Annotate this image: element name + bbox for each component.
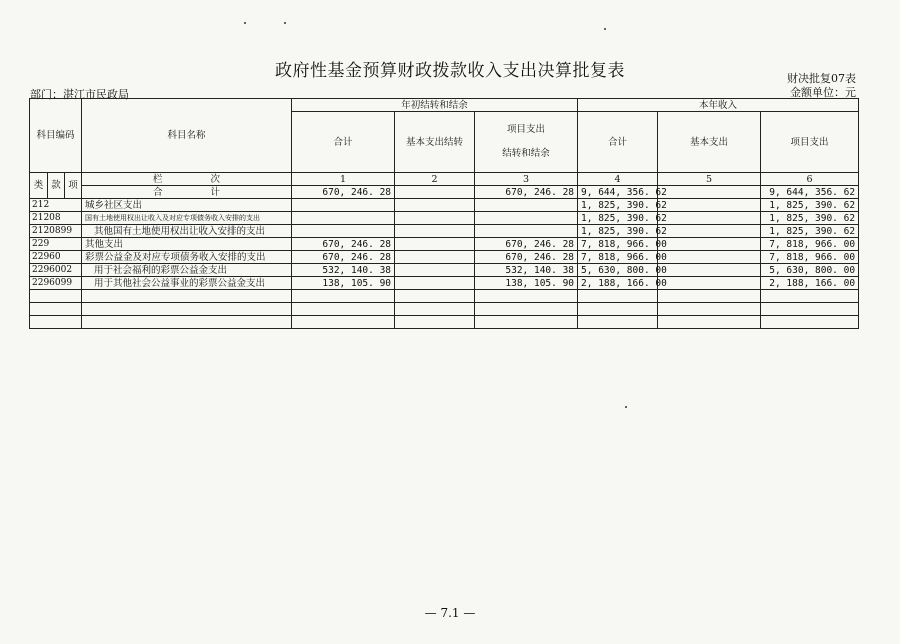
header-project: 项目支出 xyxy=(761,112,859,173)
header-total: 合计 xyxy=(292,112,395,173)
row-value xyxy=(395,212,475,225)
row-value xyxy=(395,251,475,264)
row-value: 7, 818, 966. 00 xyxy=(761,238,859,251)
row-code: 2296002 xyxy=(30,264,82,277)
header-name: 科目名称 xyxy=(82,99,292,173)
header-group-income: 本年收入 xyxy=(578,99,859,112)
row-value: 138, 105. 90 xyxy=(475,277,578,290)
table-row xyxy=(30,277,859,290)
row-value: 138, 105. 90 xyxy=(292,277,395,290)
column-number: 2 xyxy=(395,173,475,186)
row-value xyxy=(475,199,578,212)
row-name: 用于社会福利的彩票公益金支出 xyxy=(82,264,292,277)
row-value xyxy=(292,199,395,212)
row-value xyxy=(475,225,578,238)
row-code: 2120899 xyxy=(30,225,82,238)
row-name: 其他国有土地使用权出让收入安排的支出 xyxy=(82,225,292,238)
row-code: 22960 xyxy=(30,251,82,264)
header-project-line1: 项目支出 xyxy=(507,124,546,135)
empty-row xyxy=(30,316,859,329)
column-number: 6 xyxy=(761,173,859,186)
total-row-label: 合 计 xyxy=(82,186,292,199)
scan-speck xyxy=(604,28,606,30)
row-value xyxy=(658,277,761,290)
table-row xyxy=(30,264,859,277)
table-row xyxy=(30,251,859,264)
row-value: 670, 246. 28 xyxy=(475,251,578,264)
currency-unit: 金额单位：元 xyxy=(790,86,856,99)
column-number: 5 xyxy=(658,173,761,186)
total-cell: 9, 644, 356. 62 xyxy=(578,186,658,199)
row-value: 7, 818, 966. 00 xyxy=(578,251,658,264)
row-value: 1, 825, 390. 62 xyxy=(761,212,859,225)
header-lei: 类 xyxy=(30,173,48,199)
row-name: 用于其他社会公益事业的彩票公益金支出 xyxy=(82,277,292,290)
total-cell: 9, 644, 356. 62 xyxy=(761,186,859,199)
row-value: 532, 140. 38 xyxy=(475,264,578,277)
empty-row xyxy=(30,303,859,316)
row-value: 1, 825, 390. 62 xyxy=(578,225,658,238)
row-value: 1, 825, 390. 62 xyxy=(578,212,658,225)
header-basic-carry: 基本支出结转 xyxy=(395,112,475,173)
row-value xyxy=(658,251,761,264)
header-code: 科目编码 xyxy=(30,99,82,173)
row-value xyxy=(292,212,395,225)
row-code: 212 xyxy=(30,199,82,212)
total-cell xyxy=(395,186,475,199)
row-name: 城乡社区支出 xyxy=(82,199,292,212)
row-value xyxy=(395,277,475,290)
row-value: 2, 188, 166. 00 xyxy=(761,277,859,290)
row-code: 2296099 xyxy=(30,277,82,290)
row-code: 229 xyxy=(30,238,82,251)
header-xiang: 项 xyxy=(65,173,82,199)
table-row xyxy=(30,225,859,238)
row-name: 彩票公益金及对应专项债务收入安排的支出 xyxy=(82,251,292,264)
row-value xyxy=(658,199,761,212)
page-number: — 7.1 — xyxy=(424,606,476,620)
row-value xyxy=(658,225,761,238)
column-number: 1 xyxy=(292,173,395,186)
row-value: 7, 818, 966. 00 xyxy=(761,251,859,264)
column-index-label: 栏 次 xyxy=(82,173,292,186)
row-value xyxy=(395,238,475,251)
row-value: 2, 188, 166. 00 xyxy=(578,277,658,290)
header-project-carry xyxy=(475,112,578,173)
row-code: 21208 xyxy=(30,212,82,225)
table-row xyxy=(30,212,859,225)
row-value: 670, 246. 28 xyxy=(292,251,395,264)
row-value xyxy=(475,212,578,225)
row-name: 国有土地使用权出让收入及对应专项债务收入安排的支出 xyxy=(82,212,292,225)
budget-table-container xyxy=(29,98,858,329)
row-value: 5, 630, 800. 00 xyxy=(578,264,658,277)
column-number: 3 xyxy=(475,173,578,186)
row-value: 670, 246. 28 xyxy=(292,238,395,251)
total-cell xyxy=(658,186,761,199)
total-cell: 670, 246. 28 xyxy=(475,186,578,199)
column-number: 4 xyxy=(578,173,658,186)
header-project-line2: 结转和结余 xyxy=(502,148,550,159)
header-group-carryover: 年初结转和结余 xyxy=(292,99,578,112)
table-row xyxy=(30,199,859,212)
header-total2: 合计 xyxy=(578,112,658,173)
form-number: 财决批复07表 xyxy=(787,72,856,85)
page-title: 政府性基金预算财政拨款收入支出决算批复表 xyxy=(275,61,625,81)
row-value: 670, 246. 28 xyxy=(475,238,578,251)
department-label: 部门：湛江市民政局 xyxy=(30,88,129,101)
row-value: 532, 140. 38 xyxy=(292,264,395,277)
header-kuan: 款 xyxy=(48,173,65,199)
row-value xyxy=(658,212,761,225)
header-basic: 基本支出 xyxy=(658,112,761,173)
row-value xyxy=(292,225,395,238)
row-value xyxy=(658,238,761,251)
total-cell: 670, 246. 28 xyxy=(292,186,395,199)
scan-speck xyxy=(244,22,246,24)
row-value: 1, 825, 390. 62 xyxy=(761,225,859,238)
row-name: 其他支出 xyxy=(82,238,292,251)
row-value: 1, 825, 390. 62 xyxy=(578,199,658,212)
row-value xyxy=(395,225,475,238)
row-value: 5, 630, 800. 00 xyxy=(761,264,859,277)
scan-speck xyxy=(284,22,286,24)
row-value: 1, 825, 390. 62 xyxy=(761,199,859,212)
table-row xyxy=(30,238,859,251)
row-value: 7, 818, 966. 00 xyxy=(578,238,658,251)
row-value xyxy=(395,199,475,212)
row-value xyxy=(395,264,475,277)
row-value xyxy=(658,264,761,277)
empty-row xyxy=(30,290,859,303)
scan-speck xyxy=(625,406,627,408)
budget-table xyxy=(29,98,859,329)
